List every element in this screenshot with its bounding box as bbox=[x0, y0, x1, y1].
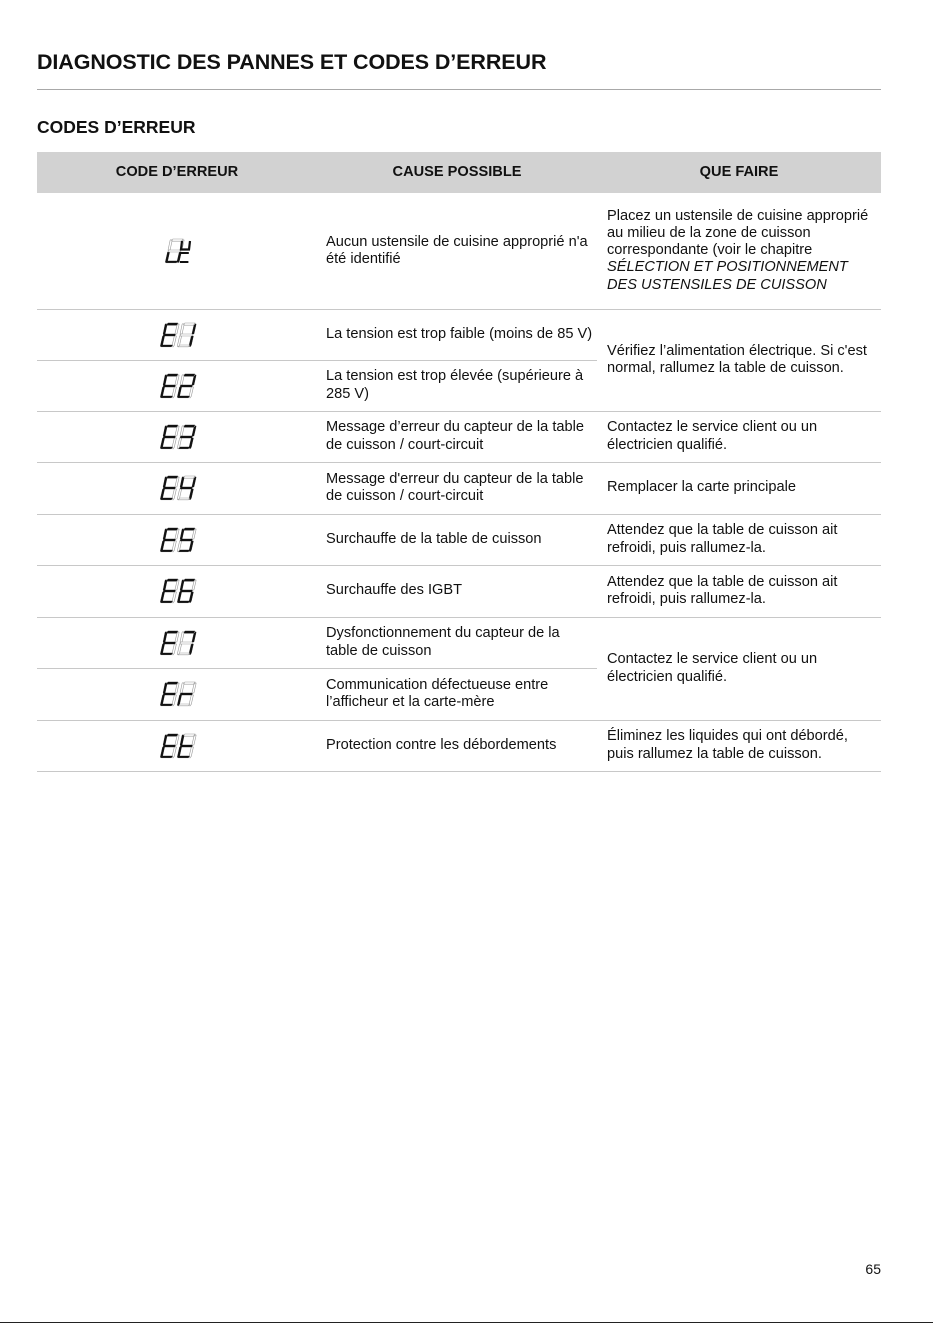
seven-segment-display bbox=[152, 423, 202, 451]
seven-segment-display bbox=[152, 680, 202, 708]
error-code-cell bbox=[37, 514, 317, 565]
action-cell: Contactez le service client ou un électricien qualifié. bbox=[597, 411, 881, 462]
seven-segment-display bbox=[152, 577, 202, 605]
seven-segment-display bbox=[152, 321, 202, 349]
seven-segment-display bbox=[152, 732, 202, 760]
cause-cell: Surchauffe de la table de cuisson bbox=[317, 514, 597, 565]
error-code-glyph bbox=[152, 237, 202, 265]
seven-segment-display bbox=[152, 629, 202, 657]
table-row bbox=[37, 309, 881, 360]
error-code-glyph bbox=[152, 372, 202, 400]
error-codes-table bbox=[37, 152, 881, 772]
cause-cell: La tension est trop élevée (supérieure à 285 V) bbox=[317, 360, 597, 411]
cause-cell: Aucun ustensile de cuisine approprié n'a été identifié bbox=[317, 193, 597, 309]
cause-cell: Message d'erreur du capteur de la table de cuisson / court-circuit bbox=[317, 462, 597, 514]
action-cell: Remplacer la carte principale bbox=[597, 462, 881, 514]
error-code-cell bbox=[37, 411, 317, 462]
table-row bbox=[37, 193, 881, 309]
header-cause: CAUSE POSSIBLE bbox=[317, 152, 597, 193]
header-action: QUE FAIRE bbox=[597, 152, 881, 193]
error-code-glyph bbox=[152, 577, 202, 605]
action-chapter-reference: SÉLECTION ET POSITIONNEMENT DES USTENSILES DE CUISSON bbox=[607, 259, 848, 293]
error-code-cell bbox=[37, 360, 317, 411]
error-code-glyph bbox=[152, 474, 202, 502]
error-code-cell bbox=[37, 565, 317, 617]
error-code-glyph bbox=[152, 321, 202, 349]
action-text: Placez un ustensile de cuisine approprié au milieu de la zone de cuisson correspondante (voir le chapitre bbox=[607, 207, 869, 259]
seven-segment-display bbox=[152, 526, 202, 554]
error-code-glyph bbox=[152, 526, 202, 554]
error-code-cell bbox=[37, 309, 317, 360]
error-code-cell bbox=[37, 720, 317, 771]
action-cell bbox=[597, 193, 881, 309]
table-row bbox=[37, 720, 881, 771]
cause-cell: Surchauffe des IGBT bbox=[317, 565, 597, 617]
seven-segment-display bbox=[152, 474, 202, 502]
error-code-glyph bbox=[152, 732, 202, 760]
section-title: CODES D’ERREUR bbox=[37, 117, 196, 137]
action-cell: Contactez le service client ou un électricien qualifié. bbox=[597, 617, 881, 720]
seven-segment-display bbox=[152, 372, 202, 400]
table-row bbox=[37, 411, 881, 462]
error-code-cell bbox=[37, 668, 317, 720]
page-title: DIAGNOSTIC DES PANNES ET CODES D’ERREUR bbox=[37, 50, 547, 74]
title-divider bbox=[37, 89, 881, 90]
cause-cell: Communication défectueuse entre l’afficheur et la carte-mère bbox=[317, 668, 597, 720]
page-number: 65 bbox=[865, 1261, 881, 1277]
action-cell: Éliminez les liquides qui ont débordé, puis rallumez la table de cuisson. bbox=[597, 720, 881, 771]
error-code-cell bbox=[37, 193, 317, 309]
table-row bbox=[37, 617, 881, 668]
error-code-cell bbox=[37, 462, 317, 514]
footer-divider bbox=[0, 1322, 933, 1323]
action-cell: Attendez que la table de cuisson ait refroidi, puis rallumez-la. bbox=[597, 514, 881, 565]
cause-cell: Dysfonctionnement du capteur de la table de cuisson bbox=[317, 617, 597, 668]
action-cell: Attendez que la table de cuisson ait refroidi, puis rallumez-la. bbox=[597, 565, 881, 617]
seven-segment-display bbox=[152, 237, 202, 265]
error-code-glyph bbox=[152, 680, 202, 708]
table-row bbox=[37, 565, 881, 617]
table-header-row bbox=[37, 152, 881, 193]
cause-cell: Message d’erreur du capteur de la table de cuisson / court-circuit bbox=[317, 411, 597, 462]
error-code-cell bbox=[37, 617, 317, 668]
cause-cell: Protection contre les débordements bbox=[317, 720, 597, 771]
table-row bbox=[37, 514, 881, 565]
error-code-glyph bbox=[152, 629, 202, 657]
header-code: CODE D’ERREUR bbox=[37, 152, 317, 193]
cause-cell: La tension est trop faible (moins de 85 V) bbox=[317, 309, 597, 360]
action-cell: Vérifiez l’alimentation électrique. Si c'est normal, rallumez la table de cuisson. bbox=[597, 309, 881, 411]
error-code-glyph bbox=[152, 423, 202, 451]
table-row bbox=[37, 462, 881, 514]
